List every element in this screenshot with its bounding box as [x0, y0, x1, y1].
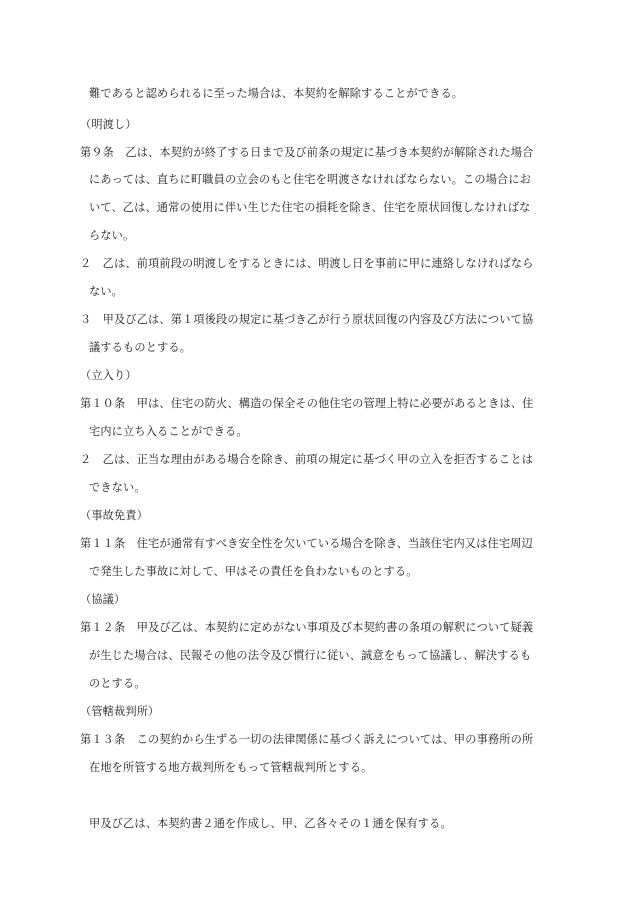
- article-9-line-1: 第９条 乙は、本契約が終了する日まで及び前条の規定に基づき本契約が解除された場合: [80, 146, 534, 159]
- article-9-line-2: にあっては、直ちに町職員の立会のもと住宅を明渡さなければならない。この場合にお: [89, 173, 532, 186]
- heading-akewatashi: （明渡し）: [80, 118, 137, 131]
- article-9-clause-3-line-1: ３ 甲及び乙は、第１項後段の規定に基づき乙が行う原状回復の内容及び方法について協: [80, 313, 534, 326]
- article-12-line-3: のとする。: [89, 677, 146, 690]
- article-9-clause-3-line-2: 議するものとする。: [89, 341, 192, 354]
- article-13-line-2: 在地を所管する地方裁判所をもって管轄裁判所とする。: [89, 761, 373, 774]
- article-9-line-4: らない。: [89, 229, 135, 242]
- article-11-line-2: で発生した事故に対して、甲はその責任を負わないものとする。: [89, 565, 418, 578]
- heading-kyogi: （協議）: [80, 593, 126, 606]
- article-9-clause-2-line-2: ない。: [89, 285, 124, 298]
- article-10-line-1: 第１０条 甲は、住宅の防火、構造の保全その他住宅の管理上特に必要があるときは、住: [80, 397, 534, 410]
- article-9-clause-2-line-1: ２ 乙は、前項前段の明渡しをするときには、明渡し日を事前に甲に連絡しなければなら: [80, 257, 534, 270]
- article-10-line-2: 宅内に立ち入ることができる。: [89, 425, 248, 438]
- article-12-line-2: が生じた場合は、民報その他の法令及び慣行に従い、誠意をもって協議し、解決するも: [89, 649, 532, 662]
- body-line-continued: 難であると認められるに至った場合は、本契約を解除することができる。: [89, 87, 464, 100]
- article-9-line-3: いて、乙は、通常の使用に伴い生じた住宅の損耗を除き、住宅を原状回復しなければな: [89, 201, 531, 214]
- article-10-clause-2-line-2: できない。: [89, 481, 146, 494]
- heading-jiko-menseki: （事故免責）: [80, 509, 149, 522]
- article-11-line-1: 第１１条 住宅が通常有すべき安全性を欠いている場合を除き、当該住宅内又は住宅周辺: [80, 537, 533, 550]
- article-10-clause-2-line-1: ２ 乙は、正当な理由がある場合を除き、前項の規定に基づく甲の立入を拒否することは: [80, 453, 534, 466]
- closing-statement: 甲及び乙は、本契約書２通を作成し、甲、乙各々その１通を保有する。: [89, 817, 452, 830]
- heading-kankatsu-saibansho: （管轄裁判所）: [80, 705, 160, 718]
- article-13-line-1: 第１３条 この契約から生ずる一切の法律関係に基づく訴えについては、甲の事務所の所: [80, 733, 534, 746]
- article-12-line-1: 第１２条 甲及び乙は、本契約に定めがない事項及び本契約書の条項の解釈について疑義: [80, 621, 534, 634]
- heading-tachiiri: （立入り）: [80, 369, 137, 382]
